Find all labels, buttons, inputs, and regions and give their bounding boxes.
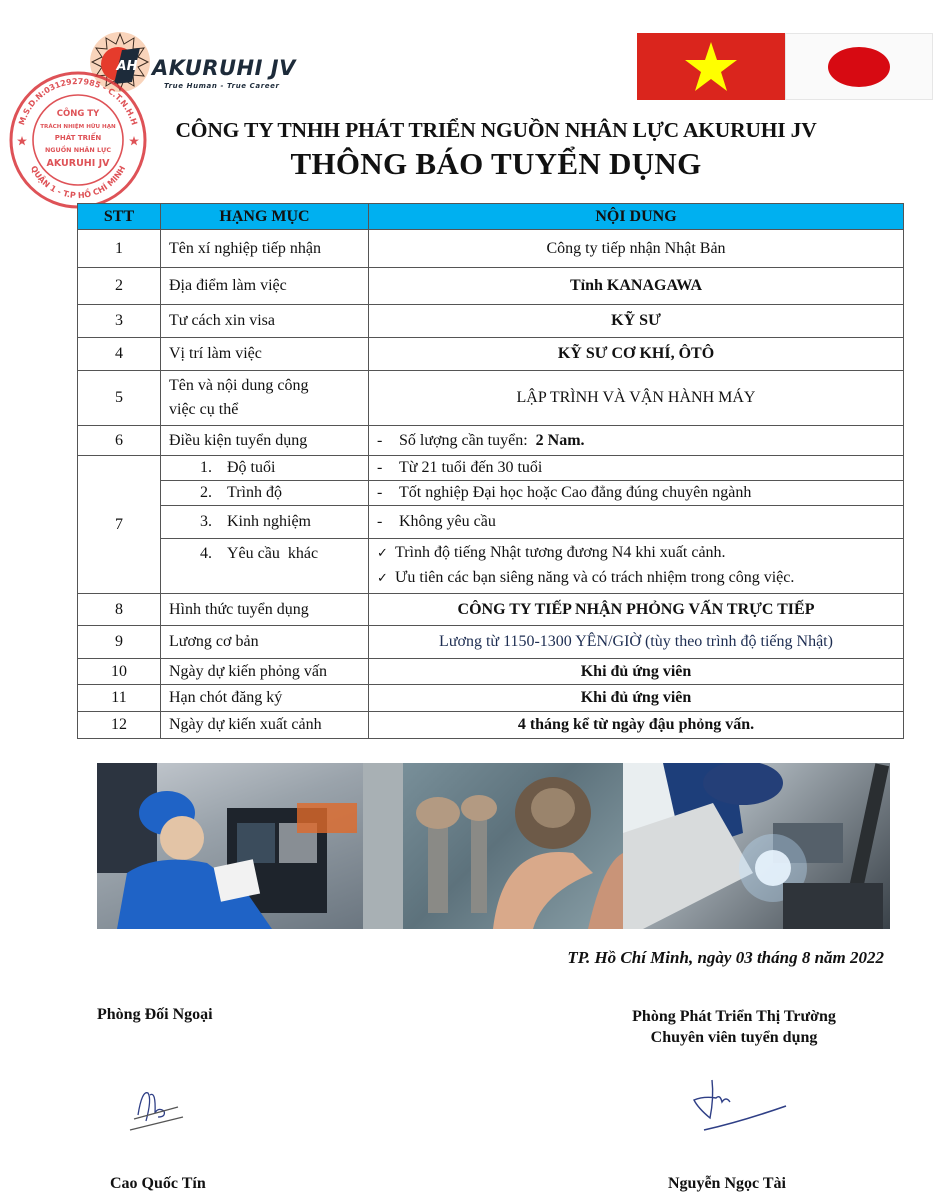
logo-mark-text: AH xyxy=(116,59,138,74)
row-item: Địa điểm làm việc xyxy=(161,268,369,305)
quantity-label: Số lượng cần tuyển: xyxy=(399,431,528,449)
checkmark-icon: ✓ xyxy=(377,571,388,586)
col-header-content: NỘI DUNG xyxy=(369,204,904,230)
row-content: Tỉnh KANAGAWA xyxy=(369,268,904,305)
company-name: CÔNG TY TNHH PHÁT TRIỂN NGUỒN NHÂN LỰC AKURUHI JV xyxy=(175,118,817,142)
row-item: Ngày dự kiến xuất cảnh xyxy=(161,712,369,739)
table-header-row xyxy=(78,204,904,230)
star-icon xyxy=(683,40,739,94)
stamp-line: AKURUHI JV xyxy=(46,158,110,169)
checkmark-icon: ✓ xyxy=(377,546,388,561)
row-item-line: việc cụ thể xyxy=(169,401,239,418)
row-item: Hạn chót đăng ký xyxy=(161,685,369,712)
right-department-name: Phòng Phát Triển Thị Trường xyxy=(632,1008,836,1025)
left-department: Phòng Đối Ngoại xyxy=(97,1006,213,1023)
vietnam-flag xyxy=(637,33,785,100)
subitem-number: 1. xyxy=(200,459,212,476)
cnc-operator-photo xyxy=(97,763,363,929)
subitem-label: Yêu cầu khác xyxy=(227,545,319,562)
page-title: THÔNG BÁO TUYỂN DỤNG xyxy=(290,146,702,181)
stamp-line: TRÁCH NHIỆM HỮU HẠN xyxy=(40,124,116,130)
row-content xyxy=(369,539,904,594)
stamp-line: NGUỒN NHÂN LỰC xyxy=(44,146,112,154)
row-item: Tên xí nghiệp tiếp nhận xyxy=(161,230,369,268)
welding-photo xyxy=(623,763,890,929)
row-number: 12 xyxy=(78,712,161,739)
row-number: 1 xyxy=(78,230,161,268)
right-signer-name: Nguyễn Ngọc Tài xyxy=(668,1175,786,1192)
check-text: Trình độ tiếng Nhật tương đương N4 khi xuất cảnh. xyxy=(395,544,726,561)
table-row xyxy=(78,230,904,268)
row-content: KỸ SƯ CƠ KHÍ, ÔTÔ xyxy=(369,338,904,371)
subitem-content: Không yêu cầu xyxy=(399,513,496,530)
row-item-line: Tên và nội dung công xyxy=(169,377,309,394)
table-row xyxy=(78,305,904,338)
row-item xyxy=(161,371,369,426)
row-number: 11 xyxy=(78,685,161,712)
logo-name: AKURUHI JV xyxy=(152,56,296,80)
stamp-bottom-text: QUẬN 1 - T.P HỒ CHÍ MINH xyxy=(28,164,128,201)
dash-bullet: - xyxy=(377,431,383,449)
row-content: 4 tháng kể từ ngày đậu phỏng vấn. xyxy=(369,712,904,739)
check-item xyxy=(377,566,903,591)
row-subitem xyxy=(161,456,369,481)
subitem-number: 3. xyxy=(200,513,212,530)
subitem-label: Kinh nghiệm xyxy=(227,513,311,530)
row-number: 5 xyxy=(78,371,161,426)
row-subitem xyxy=(161,481,369,506)
sun-disc-icon xyxy=(828,47,890,87)
row-content: CÔNG TY TIẾP NHẬN PHỎNG VẤN TRỰC TIẾP xyxy=(369,594,904,626)
table-row xyxy=(78,268,904,305)
row-number: 7 xyxy=(78,456,161,594)
col-header-item: HẠNG MỤC xyxy=(161,204,369,230)
left-signer-name: Cao Quốc Tín xyxy=(110,1175,206,1192)
row-item: Tư cách xin visa xyxy=(161,305,369,338)
stamp-line: PHÁT TRIỂN xyxy=(54,134,102,142)
right-department-role: Chuyên viên tuyển dụng xyxy=(650,1029,818,1046)
engine-pistons-photo xyxy=(363,763,623,929)
subitem-content: Từ 21 tuổi đến 30 tuổi xyxy=(399,459,543,476)
table-row xyxy=(78,481,904,506)
row-content xyxy=(369,456,904,481)
row-item: Điều kiện tuyển dụng xyxy=(161,426,369,456)
row-subitem xyxy=(161,539,369,594)
row-content: Khi đủ ứng viên xyxy=(369,659,904,685)
stamp-ring-text: M.S.D.N:0312927985 - C.T.N.H.H xyxy=(17,76,139,127)
dash-bullet: - xyxy=(377,513,383,530)
subitem-label: Độ tuổi xyxy=(227,459,276,476)
subitem-number: 2. xyxy=(200,484,212,501)
row-number: 2 xyxy=(78,268,161,305)
row-content: Lương từ 1150-1300 YÊN/GIỜ (tùy theo trình độ tiếng Nhật) xyxy=(369,626,904,659)
row-content: LẬP TRÌNH VÀ VẬN HÀNH MÁY xyxy=(369,371,904,426)
recruitment-table xyxy=(77,203,904,739)
row-item: Ngày dự kiến phỏng vấn xyxy=(161,659,369,685)
photo-strip xyxy=(97,763,890,929)
table-row xyxy=(78,338,904,371)
col-header-stt: STT xyxy=(78,204,161,230)
dash-bullet: - xyxy=(377,459,383,476)
subitem-content: Tốt nghiệp Đại học hoặc Cao đẳng đúng chuyên ngành xyxy=(399,484,752,501)
table-row xyxy=(78,594,904,626)
japan-flag xyxy=(785,33,933,100)
table-row xyxy=(78,626,904,659)
row-number: 4 xyxy=(78,338,161,371)
row-number: 9 xyxy=(78,626,161,659)
check-item xyxy=(377,541,903,566)
stamp-star-icon xyxy=(129,136,139,145)
stamp-star-icon xyxy=(17,136,27,145)
signature-left xyxy=(128,1085,193,1135)
row-content: Công ty tiếp nhận Nhật Bản xyxy=(369,230,904,268)
document-date: TP. Hồ Chí Minh, ngày 03 tháng 8 năm 2022 xyxy=(567,948,884,967)
check-text: Ưu tiên các bạn siêng năng và có trách nhiệm trong công việc. xyxy=(395,569,795,586)
table-row xyxy=(78,659,904,685)
row-number: 3 xyxy=(78,305,161,338)
dash-bullet: - xyxy=(377,484,383,501)
row-content xyxy=(369,426,904,456)
row-item: Hình thức tuyển dụng xyxy=(161,594,369,626)
logo-tagline: True Human - True Career xyxy=(164,82,280,90)
row-content: Khi đủ ứng viên xyxy=(369,685,904,712)
row-content xyxy=(369,506,904,539)
table-row xyxy=(78,456,904,481)
table-row xyxy=(78,539,904,594)
stamp-line: CÔNG TY xyxy=(56,109,100,119)
row-item: Lương cơ bản xyxy=(161,626,369,659)
row-number: 6 xyxy=(78,426,161,456)
row-item: Vị trí làm việc xyxy=(161,338,369,371)
row-number: 10 xyxy=(78,659,161,685)
signature-right xyxy=(690,1078,790,1138)
subitem-number: 4. xyxy=(200,545,212,562)
right-department xyxy=(580,1006,888,1048)
company-stamp xyxy=(8,70,148,210)
table-row xyxy=(78,712,904,739)
flags xyxy=(637,33,933,100)
row-content xyxy=(369,481,904,506)
subitem-label: Trình độ xyxy=(227,484,282,501)
table-row xyxy=(78,371,904,426)
row-subitem xyxy=(161,506,369,539)
table-row xyxy=(78,685,904,712)
quantity-value: 2 Nam. xyxy=(535,431,585,449)
table-row xyxy=(78,426,904,456)
table-row xyxy=(78,506,904,539)
row-number: 8 xyxy=(78,594,161,626)
row-content: KỸ SƯ xyxy=(369,305,904,338)
